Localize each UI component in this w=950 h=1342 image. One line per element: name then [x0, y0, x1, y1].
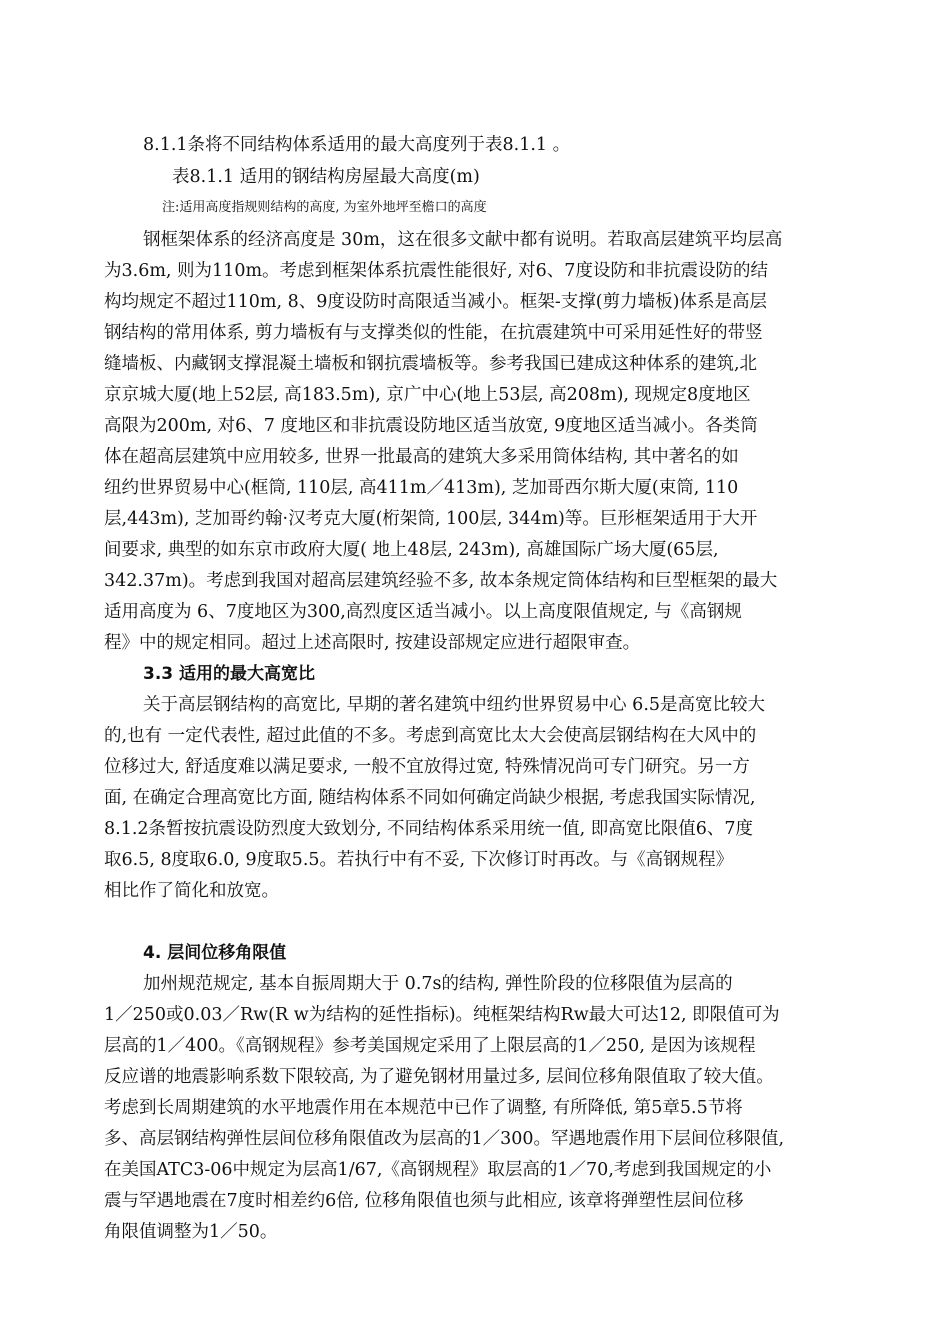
- paragraph-line: 多、高层钢结构弹性层间位移角限值改为层高的1／300。罕遇地震作用下层间位移限值,: [104, 1129, 785, 1149]
- paragraph-line: 8.1.2条暂按抗震设防烈度大致划分, 不同结构体系采用统一值, 即高宽比限值6、7度: [104, 819, 754, 839]
- paragraph-line: 反应谱的地震影响系数下限较高, 为了避免钢材用量过多, 层间位移角限值取了较大值。: [104, 1067, 774, 1087]
- paragraph-line: 为3.6m, 则为110m。考虑到框架体系抗震性能很好, 对6、7度设防和非抗震设防的结: [104, 261, 768, 281]
- paragraph-line: 纽约世界贸易中心(框筒, 110层, 高411m／413m), 芝加哥西尔斯大厦(束筒, 110: [104, 478, 739, 498]
- paragraph-line: 钢框架体系的经济高度是 30m，这在很多文献中都有说明。若取高层建筑平均层高: [143, 230, 783, 250]
- section-heading: 4. 层间位移角限值: [143, 943, 287, 963]
- paragraph-line: 构均规定不超过110m, 8、9度设防时高限适当减小。框架-支撑(剪力墙板)体系是高层: [104, 292, 767, 312]
- paragraph-line: 适用高度为 6、7度地区为300,高烈度区适当减小。以上高度限值规定, 与《高钢规: [104, 602, 742, 622]
- paragraph-line: 层,443m), 芝加哥约翰·汉考克大厦(桁架筒, 100层, 344m)等。巨形框架适用于大开: [104, 509, 758, 529]
- paragraph-line: 钢结构的常用体系, 剪力墙板有与支撑类似的性能，在抗震建筑中可采用延性好的带竖: [104, 323, 763, 343]
- paragraph-line: 高限为200m, 对6、7 度地区和非抗震设防地区适当放宽, 9度地区适当减小。各类筒: [104, 416, 758, 436]
- paragraph-line: 342.37m)。考虑到我国对超高层建筑经验不多, 故本条规定筒体结构和巨型框架的最大: [104, 571, 778, 591]
- paragraph-line: 角限值调整为1／50。: [104, 1222, 278, 1242]
- paragraph-line: 程》中的规定相同。超过上述高限时, 按建设部规定应进行超限审查。: [104, 633, 641, 653]
- paragraph-line: 位移过大, 舒适度难以满足要求, 一般不宜放得过宽, 特殊情况尚可专门研究。另一方: [104, 757, 750, 777]
- paragraph-line: 相比作了简化和放宽。: [104, 881, 279, 901]
- paragraph-line: 京京城大厦(地上52层, 高183.5m), 京广中心(地上53层, 高208m), 现规定8度地区: [104, 385, 751, 405]
- paragraph-line: 的,也有 一定代表性, 超过此值的不多。考虑到高宽比太大会使高层钢结构在大风中的: [104, 726, 757, 746]
- paragraph-line: 1／250或0.03／Rw(R w为结构的延性指标)。纯框架结构Rw最大可达12, 即限值可为: [104, 1005, 780, 1025]
- paragraph-line: 加州规范规定, 基本自振周期大于 0.7s的结构, 弹性阶段的位移限值为层高的: [143, 974, 733, 994]
- paragraph-line: 考虑到长周期建筑的水平地震作用在本规范中已作了调整, 有所降低, 第5章5.5节将: [104, 1098, 743, 1118]
- paragraph-line: 体在超高层建筑中应用较多, 世界一批最高的建筑大多采用筒体结构, 其中著名的如: [104, 447, 739, 467]
- paragraph-line: 缝墙板、内藏钢支撑混凝土墙板和钢抗震墙板等。参考我国已建成这种体系的建筑,北: [104, 354, 758, 374]
- paragraph-line: 间要求, 典型的如东京市政府大厦( 地上48层, 243m), 高雄国际广场大厦(65层,: [104, 540, 719, 560]
- paragraph-line: 面, 在确定合理高宽比方面, 随结构体系不同如何确定尚缺少根据, 考虑我国实际情况,: [104, 788, 756, 808]
- section-heading: 3.3 适用的最大高宽比: [143, 664, 316, 684]
- paragraph-line: 在美国ATC3-06中规定为层高1/67,《高钢规程》取层高的1／70,考虑到我国规定的小: [104, 1160, 772, 1180]
- paragraph-line: 震与罕遇地震在7度时相差约6倍, 位移角限值也须与此相应, 该章将弹塑性层间位移: [104, 1191, 744, 1211]
- paragraph-line: 8.1.1条将不同结构体系适用的最大高度列于表8.1.1 。: [143, 135, 571, 155]
- paragraph-line: 关于高层钢结构的高宽比, 早期的著名建筑中纽约世界贸易中心 6.5是高宽比较大: [143, 695, 766, 715]
- table-caption: 表8.1.1 适用的钢结构房屋最大高度(m): [172, 167, 480, 187]
- table-note: 注:适用高度指规则结构的高度, 为室外地坪至檐口的高度: [162, 200, 487, 215]
- paragraph-line: 取6.5, 8度取6.0, 9度取5.5。若执行中有不妥, 下次修订时再改。与《高钢规程》: [104, 850, 734, 870]
- paragraph-line: 层高的1／400。《高钢规程》参考美国规定采用了上限层高的1／250, 是因为该规程: [104, 1036, 756, 1056]
